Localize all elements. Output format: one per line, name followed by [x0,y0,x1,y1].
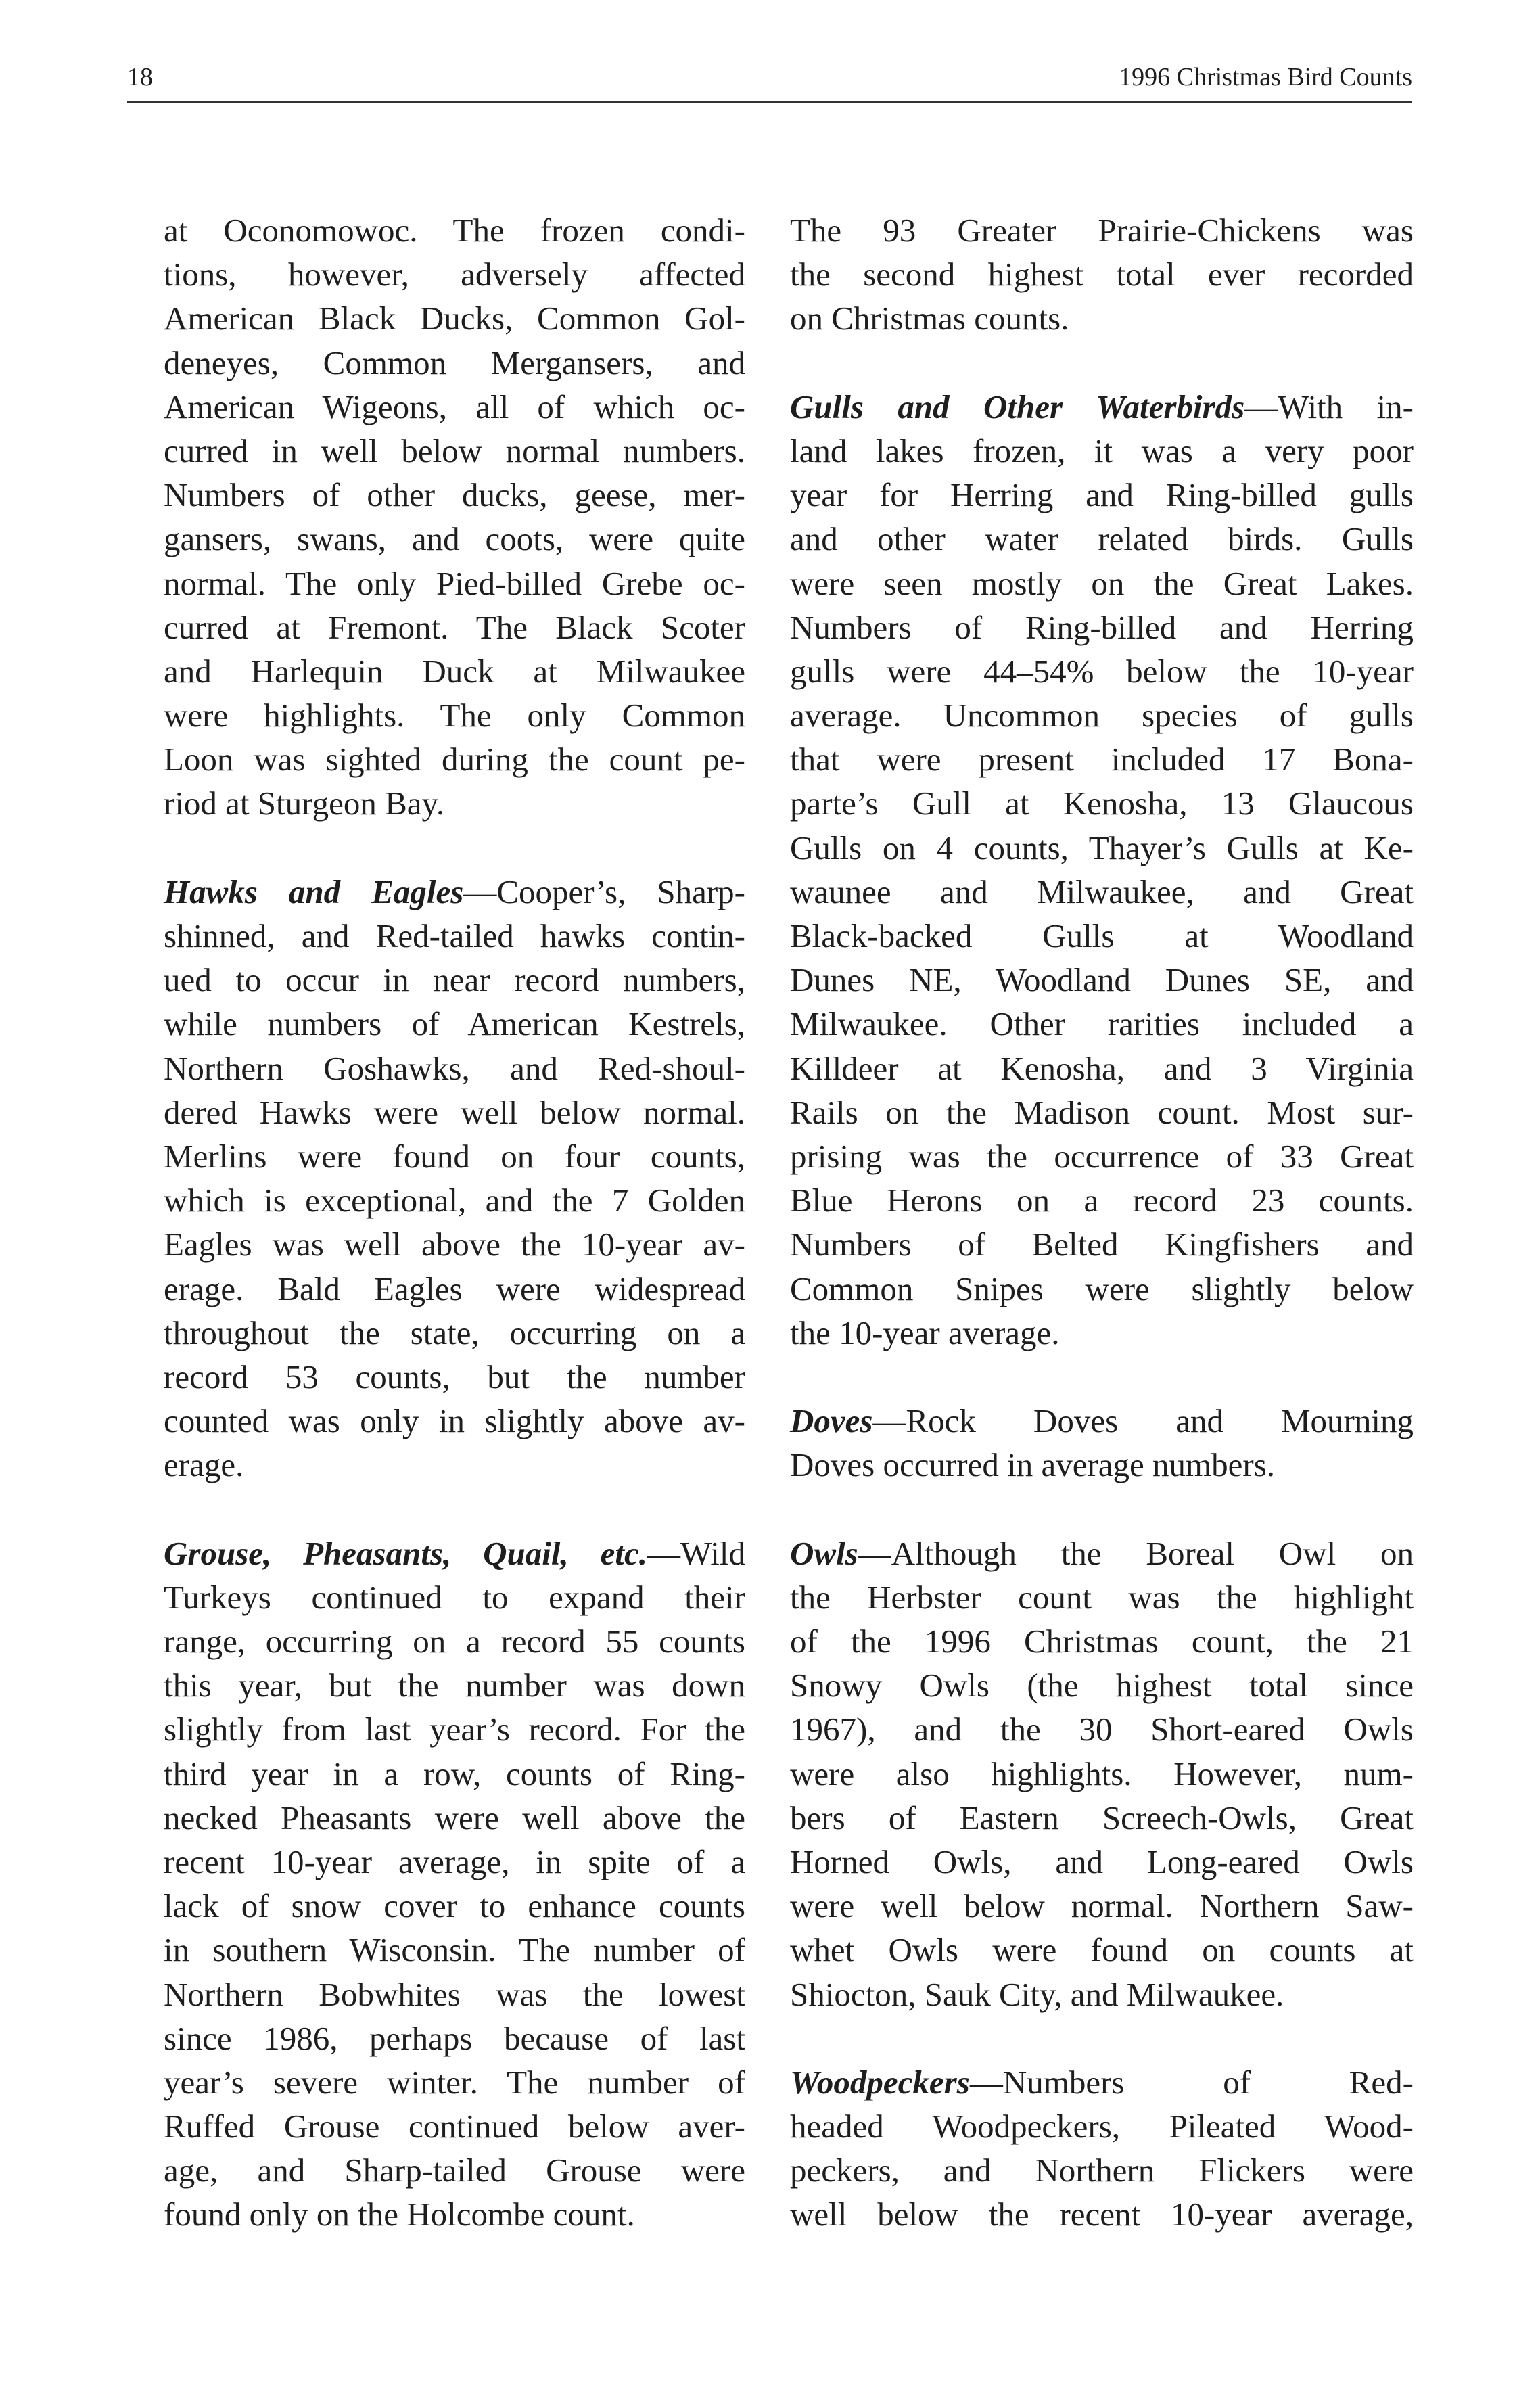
text-line [164,1575,745,1619]
line-text: parte’s Gull at Kenosha, 13 Glaucous [790,785,1414,823]
text-line [164,737,745,781]
line-text: Killdeer at Kenosha, and 3 Virginia [790,1049,1414,1087]
text-line [790,1178,1414,1222]
header-rule [127,101,1412,103]
line-text: of the 1996 Christmas count, the 21 [790,1623,1414,1660]
text-line [790,1090,1414,1134]
text-line [164,561,745,605]
line-text: waunee and Milwaukee, and Great [790,873,1414,910]
line-text: Rails on the Madison count. Most sur- [790,1093,1414,1131]
text-line [164,2104,745,2148]
text-line [790,1707,1414,1751]
text-line [164,1355,745,1399]
line-text: were highlights. The only Common [164,697,745,735]
line-text: Blue Herons on a record 23 counts. [790,1182,1414,1220]
line-text: land lakes frozen, it was a very poor [790,432,1414,469]
line-text: lack of snow cover to enhance counts [164,1887,745,1925]
section-heading: Woodpeckers [790,2063,970,2101]
text-line [790,870,1414,914]
line-text: in southern Wisconsin. The number of [164,1931,745,1969]
text-line [790,385,1414,429]
line-text: —Wild [647,1534,745,1572]
text-line [164,208,745,252]
line-text: were also highlights. However, num- [790,1755,1414,1792]
text-line [164,781,745,825]
line-text: Shiocton, Sauk City, and Milwaukee. [790,1975,1284,2013]
text-line [164,1311,745,1355]
line-text: bers of Eastern Screech-Owls, Great [790,1799,1414,1836]
text-line [790,296,1414,340]
line-text: shinned, and Red-tailed hawks contin- [164,917,745,954]
line-text: Milwaukee. Other rarities included a [790,1005,1414,1043]
paragraph-gap [164,826,745,870]
line-text: Northern Bobwhites was the lowest [164,1975,745,2013]
line-text: Numbers of Ring-billed and Herring [790,608,1414,646]
text-line [790,649,1414,693]
line-text: Dunes NE, Woodland Dunes SE, and [790,961,1414,999]
line-text: Merlins were found on four counts, [164,1137,745,1175]
text-line [164,1443,745,1487]
line-text: American Wigeons, all of which oc- [164,388,745,425]
line-text: and Harlequin Duck at Milwaukee [164,652,745,690]
text-line [164,1002,745,1046]
line-text: the 10-year average. [790,1314,1060,1351]
line-text: —Cooper’s, Sharp- [463,873,746,910]
text-line [790,1134,1414,1178]
paragraph-gap [790,341,1414,385]
text-line [790,1884,1414,1928]
line-text: dered Hawks were well below normal. [164,1093,745,1131]
paragraph-gap [790,1487,1414,1531]
line-text: curred in well below normal numbers. [164,432,745,469]
line-text: gulls were 44–54% below the 10-year [790,652,1414,690]
paragraph-gap [790,2016,1414,2060]
line-text: third year in a row, counts of Ring- [164,1755,745,1792]
text-line [164,605,745,649]
line-text: Numbers of other ducks, geese, mer- [164,476,745,514]
line-text: —Rock Doves and Mourning [872,1402,1414,1440]
text-line [790,2060,1414,2104]
text-line [790,914,1414,958]
text-line [164,958,745,1002]
text-line [790,1840,1414,1884]
text-line [790,208,1414,252]
line-text: curred at Fremont. The Black Scoter [164,608,745,646]
line-text: Numbers of Belted Kingfishers and [790,1226,1414,1264]
line-text: Loon was sighted during the count pe- [164,741,745,779]
text-line [790,1575,1414,1619]
line-text: —Numbers of Red- [969,2063,1414,2101]
line-text: 1967), and the 30 Short-eared Owls [790,1711,1414,1749]
text-line [164,870,745,914]
line-text: Ruffed Grouse continued below aver- [164,2108,745,2146]
text-line [790,958,1414,1002]
section-heading: Gulls and Other Waterbirds [790,388,1245,425]
line-text: ued to occur in near record numbers, [164,961,745,999]
text-line [164,1090,745,1134]
line-text: Black-backed Gulls at Woodland [790,917,1414,954]
section-heading: Grouse, Pheasants, Quail, etc. [164,1534,647,1572]
line-text: Eagles was well above the 10-year av- [164,1226,745,1264]
text-line [164,693,745,737]
line-text: found only on the Holcombe count. [164,2196,635,2233]
text-line [164,1619,745,1663]
line-text: on Christmas counts. [790,300,1069,338]
text-line [164,1972,745,2016]
text-line [164,1267,745,1311]
text-line [790,693,1414,737]
text-line [164,1840,745,1884]
text-line [164,1752,745,1796]
line-text: Turkeys continued to expand their [164,1578,745,1616]
line-text: and other water related birds. Gulls [790,520,1414,558]
text-line [790,1311,1414,1355]
line-text: Horned Owls, and Long-eared Owls [790,1843,1414,1880]
text-line [164,2148,745,2192]
page-number: 18 [127,63,153,91]
line-text: peckers, and Northern Flickers were [790,2152,1414,2190]
line-text: average. Uncommon species of gulls [790,697,1414,735]
line-text: that were present included 17 Bona- [790,741,1414,779]
text-line [164,1663,745,1707]
text-line [164,649,745,693]
line-text: Northern Goshawks, and Red-shoul- [164,1049,745,1087]
line-text: well below the recent 10-year average, [790,2196,1414,2233]
text-line [790,1619,1414,1663]
text-line [164,429,745,473]
text-line [790,1531,1414,1575]
text-line [164,517,745,561]
line-text: erage. [164,1446,244,1484]
text-line [164,2060,745,2104]
line-text: prising was the occurrence of 33 Great [790,1137,1414,1175]
text-line [790,2104,1414,2148]
text-line [790,826,1414,870]
text-line [790,1222,1414,1266]
text-line [164,341,745,385]
line-text: headed Woodpeckers, Pileated Wood- [790,2108,1414,2146]
paragraph-gap [790,1355,1414,1399]
section-heading: Doves [790,1402,873,1440]
line-text: while numbers of American Kestrels, [164,1005,745,1043]
text-line [790,1443,1414,1487]
text-line [164,1531,745,1575]
text-line [790,1046,1414,1090]
line-text: year’s severe winter. The number of [164,2063,745,2101]
text-line [790,517,1414,561]
text-line [790,781,1414,825]
line-text: Gulls on 4 counts, Thayer’s Gulls at Ke- [790,829,1414,866]
line-text: range, occurring on a record 55 counts [164,1623,745,1660]
paragraph-gap [164,1487,745,1531]
line-text: record 53 counts, but the number [164,1358,745,1395]
line-text: Doves occurred in average numbers. [790,1446,1276,1484]
text-line [790,473,1414,517]
text-line [790,252,1414,296]
line-text: riod at Sturgeon Bay. [164,785,445,823]
line-text: which is exceptional, and the 7 Golden [164,1182,745,1220]
line-text: the second highest total ever recorded [790,256,1414,294]
line-text: were well below normal. Northern Saw- [790,1887,1414,1925]
line-text: American Black Ducks, Common Gol- [164,300,745,338]
text-line [164,1796,745,1840]
text-line [790,2192,1414,2236]
line-text: slightly from last year’s record. For the [164,1711,745,1749]
line-text: Snowy Owls (the highest total since [790,1667,1414,1705]
text-line [790,1399,1414,1443]
text-line [164,385,745,429]
line-text: throughout the state, occurring on a [164,1314,745,1351]
line-text: erage. Bald Eagles were widespread [164,1270,745,1307]
line-text: recent 10-year average, in spite of a [164,1843,745,1880]
text-line [164,1046,745,1090]
text-line [164,1222,745,1266]
line-text: were seen mostly on the Great Lakes. [790,564,1414,602]
text-line [790,1752,1414,1796]
text-line [790,429,1414,473]
text-line [790,1663,1414,1707]
line-text: at Oconomowoc. The frozen condi- [164,212,745,249]
text-line [790,1796,1414,1840]
text-line [164,1884,745,1928]
line-text: —Although the Boreal Owl on [858,1534,1414,1572]
line-text: year for Herring and Ring-billed gulls [790,476,1414,514]
text-line [790,737,1414,781]
line-text: —With in- [1244,388,1414,425]
text-line [164,252,745,296]
text-line [164,1399,745,1443]
section-heading: Owls [790,1534,858,1572]
line-text: counted was only in slightly above av- [164,1402,745,1440]
section-heading: Hawks and Eagles [164,873,464,910]
line-text: this year, but the number was down [164,1667,745,1705]
text-line [790,1972,1414,2016]
text-line [790,1002,1414,1046]
text-line [790,561,1414,605]
line-text: tions, however, adversely affected [164,256,745,294]
text-line [164,2016,745,2060]
text-line [164,296,745,340]
text-line [164,1134,745,1178]
line-text: whet Owls were found on counts at [790,1931,1414,1969]
running-title: 1996 Christmas Bird Counts [1119,63,1412,91]
text-line [790,605,1414,649]
line-text: the Herbster count was the highlight [790,1578,1414,1616]
left-column [164,208,745,2237]
line-text: deneyes, Common Mergansers, and [164,344,745,381]
text-line [790,1267,1414,1311]
text-line [790,1928,1414,1972]
line-text: age, and Sharp-tailed Grouse were [164,2152,745,2190]
text-line [164,473,745,517]
text-line [164,1707,745,1751]
right-column [790,208,1414,2237]
line-text: normal. The only Pied-billed Grebe oc- [164,564,745,602]
line-text: Common Snipes were slightly below [790,1270,1414,1307]
line-text: since 1986, perhaps because of last [164,2019,745,2057]
text-line [164,1928,745,1972]
text-line [164,914,745,958]
line-text: The 93 Greater Prairie-Chickens was [790,212,1414,249]
text-line [790,2148,1414,2192]
line-text: gansers, swans, and coots, were quite [164,520,745,558]
line-text: necked Pheasants were well above the [164,1799,745,1836]
text-line [164,1178,745,1222]
text-line [164,2192,745,2236]
